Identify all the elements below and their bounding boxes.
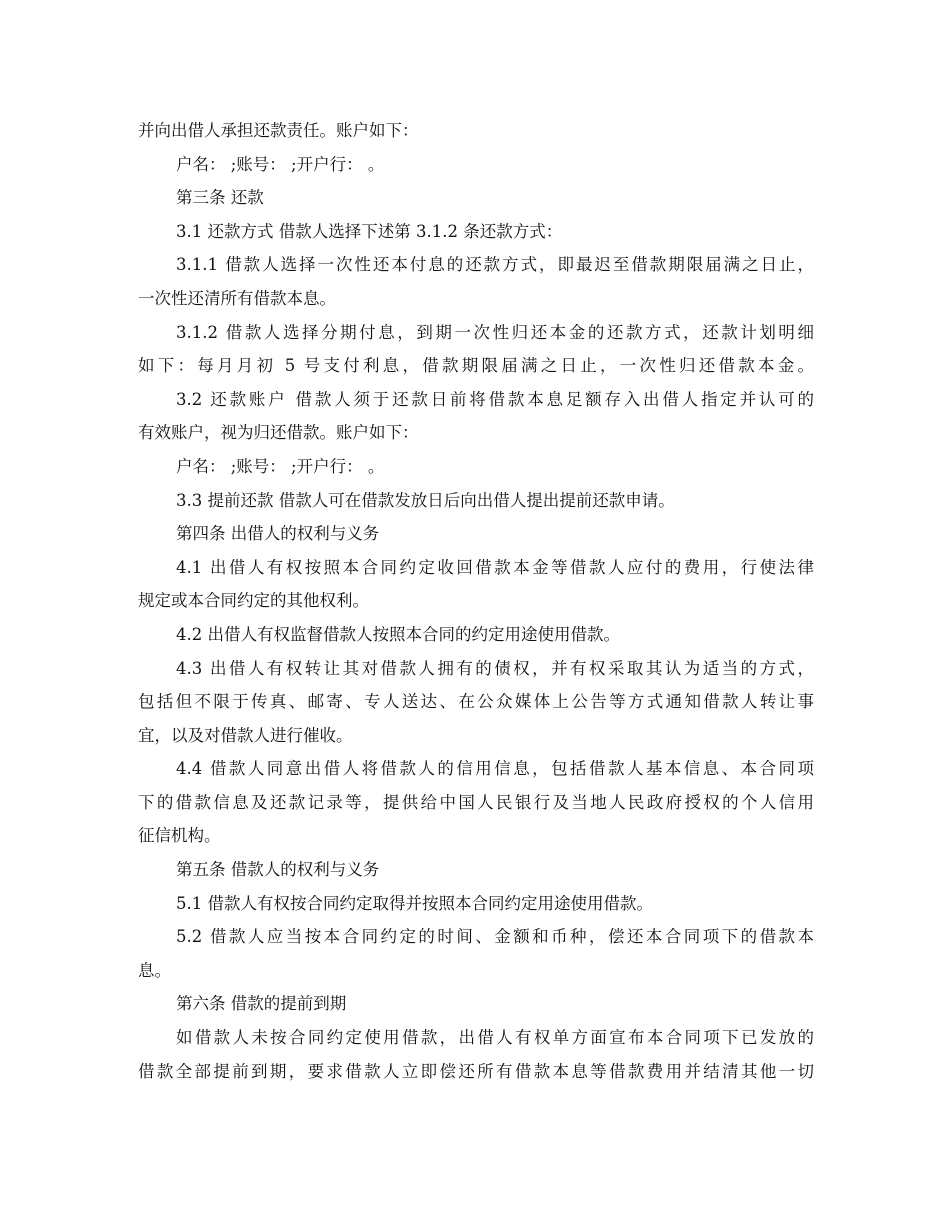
- text-line: 4.2 出借人有权监督借款人按照本合同的约定用途使用借款。: [176, 624, 620, 644]
- section-heading: 第六条 借款的提前到期: [176, 994, 347, 1014]
- text-line: 4.1 出借人有权按照本合同约定收回借款本金等借款人应付的费用，行使法律: [176, 557, 814, 577]
- text-line: 如借款人未按合同约定使用借款，出借人有权单方面宣布本合同项下已发放的: [176, 1028, 814, 1048]
- text-line: 3.3 提前还款 借款人可在借款发放日后向出借人提出提前还款申请。: [176, 490, 675, 510]
- section-heading: 第四条 出借人的权利与义务: [176, 524, 380, 544]
- text-line: 3.2 还款账户 借款人须于还款日前将借款本息足额存入出借人指定并认可的: [176, 389, 814, 409]
- text-line: 5.2 借款人应当按本合同约定的时间、金额和币种，偿还本合同项下的借款本: [176, 927, 814, 947]
- section-heading: 第三条 还款: [176, 188, 264, 208]
- text-line: 户名： ;账号： ;开户行： 。: [176, 154, 385, 174]
- text-line: 5.1 借款人有权按合同约定取得并按照本合同约定用途使用借款。: [176, 893, 653, 913]
- text-line: 规定或本合同约定的其他权利。: [138, 591, 369, 611]
- section-heading: 第五条 借款人的权利与义务: [176, 860, 380, 880]
- text-line: 3.1.1 借款人选择一次性还本付息的还款方式，即最迟至借款期限届满之日止，: [176, 255, 814, 275]
- text-line: 借款全部提前到期，要求借款人立即偿还所有借款本息等借款费用并结清其他一切: [138, 1061, 814, 1081]
- text-line: 3.1 还款方式 借款人选择下述第 3.1.2 条还款方式：: [176, 221, 563, 241]
- text-line: 户名： ;账号： ;开户行： 。: [176, 456, 385, 476]
- text-line: 宜，以及对借款人进行催收。: [138, 725, 353, 745]
- text-line: 息。: [138, 960, 171, 980]
- document-body: [138, 114, 814, 1088]
- text-line: 如下：每月月初 5 号支付利息，借款期限届满之日止，一次性归还借款本金。: [138, 356, 814, 376]
- text-line: 下的借款信息及还款记录等，提供给中国人民银行及当地人民政府授权的个人信用: [138, 792, 814, 812]
- text-line: 包括但不限于传真、邮寄、专人送达、在公众媒体上公告等方式通知借款人转让事: [138, 692, 814, 712]
- text-line: 征信机构。: [138, 826, 221, 846]
- text-line: 并向出借人承担还款责任。账户如下：: [138, 121, 419, 140]
- text-line: 3.1.2 借款人选择分期付息，到期一次性归还本金的还款方式，还款计划明细: [176, 322, 814, 342]
- text-line: 有效账户，视为归还借款。账户如下：: [138, 423, 419, 443]
- text-line: 一次性还清所有借款本息。: [138, 288, 336, 308]
- text-line: 4.3 出借人有权转让其对借款人拥有的债权，并有权采取其认为适当的方式，: [176, 658, 814, 678]
- text-line: 4.4 借款人同意出借人将借款人的信用信息，包括借款人基本信息、本合同项: [176, 759, 814, 779]
